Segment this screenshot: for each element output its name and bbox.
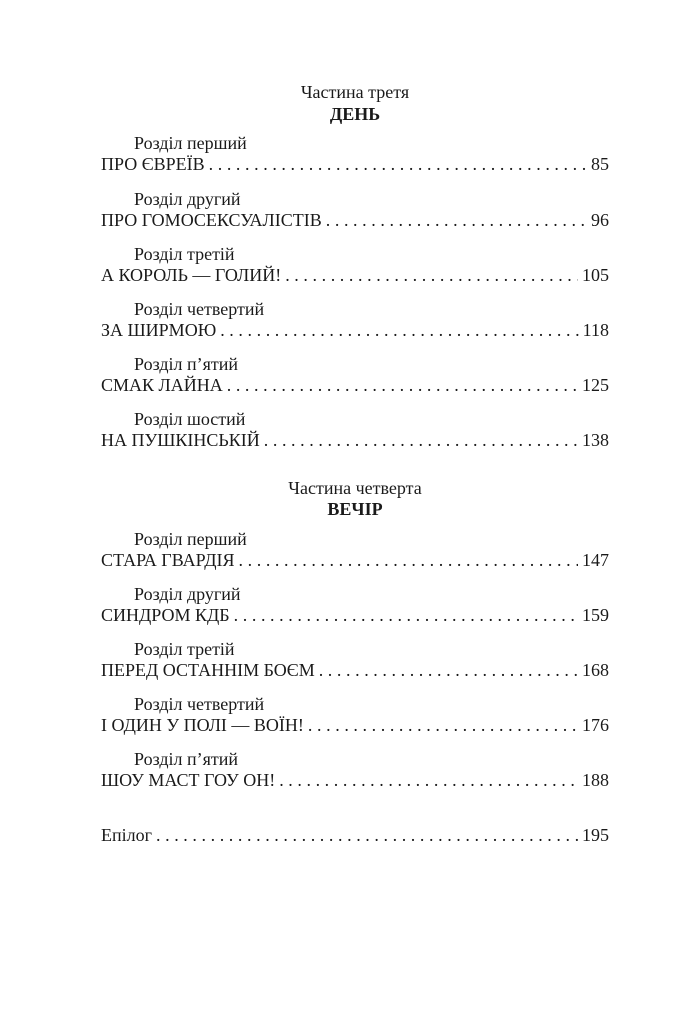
page-number: 147: [582, 550, 609, 570]
dot-leader: [319, 659, 578, 681]
page-number: 159: [582, 605, 609, 625]
toc-entry[interactable]: [101, 659, 609, 681]
dot-leader: [156, 824, 578, 846]
table-of-contents: [101, 0, 609, 1024]
toc-entry[interactable]: [101, 209, 609, 231]
page-number: 96: [591, 210, 609, 230]
chapter-label: Розділ четвертий: [134, 299, 265, 319]
page-number: 85: [591, 154, 609, 174]
dot-leader: [227, 374, 578, 396]
toc-entry[interactable]: [101, 264, 609, 286]
dot-leader: [209, 153, 587, 175]
part-title: Частина третя: [300, 82, 410, 102]
chapter-label: Розділ третій: [134, 639, 235, 659]
chapter-title: І ОДИН У ПОЛІ — ВОЇН!: [101, 715, 304, 735]
toc-entry-epilogue[interactable]: [101, 824, 609, 846]
chapter-label: Розділ другий: [134, 189, 241, 209]
dot-leader: [279, 769, 578, 791]
dot-leader: [220, 319, 578, 341]
part-title: Частина четверта: [288, 478, 422, 498]
chapter-title: СИНДРОМ КДБ: [101, 605, 230, 625]
toc-entry[interactable]: [101, 714, 609, 736]
chapter-label: Розділ другий: [134, 584, 241, 604]
dot-leader: [326, 209, 587, 231]
chapter-label: Розділ перший: [134, 133, 247, 153]
dot-leader: [234, 604, 578, 626]
page-number: 176: [582, 715, 609, 735]
dot-leader: [239, 549, 578, 571]
page-number: 125: [582, 375, 609, 395]
chapter-label: Розділ перший: [134, 529, 247, 549]
page-number: 195: [582, 825, 609, 845]
chapter-title: А КОРОЛЬ — ГОЛИЙ!: [101, 265, 282, 285]
chapter-title: ПРО ГОМОСЕКСУАЛІСТІВ: [101, 210, 322, 230]
page-number: 105: [582, 265, 609, 285]
part-name: ВЕЧІР: [327, 499, 383, 519]
dot-leader: [264, 429, 578, 451]
toc-entry[interactable]: [101, 374, 609, 396]
toc-entry[interactable]: [101, 549, 609, 571]
chapter-title: СМАК ЛАЙНА: [101, 375, 223, 395]
page-number: 138: [582, 430, 609, 450]
toc-entry[interactable]: [101, 319, 609, 341]
toc-entry[interactable]: [101, 769, 609, 791]
chapter-label: Розділ третій: [134, 244, 235, 264]
toc-entry[interactable]: [101, 153, 609, 175]
chapter-label: Розділ шостий: [134, 409, 246, 429]
dot-leader: [285, 264, 578, 286]
chapter-title: ШОУ МАСТ ГОУ ОН!: [101, 770, 276, 790]
chapter-title: СТАРА ГВАРДІЯ: [101, 550, 235, 570]
chapter-title: ПРО ЄВРЕЇВ: [101, 154, 205, 174]
chapter-title: НА ПУШКІНСЬКІЙ: [101, 430, 260, 450]
dot-leader: [308, 714, 578, 736]
page-number: 168: [582, 660, 609, 680]
part-name: ДЕНЬ: [329, 104, 381, 124]
chapter-label: Розділ четвертий: [134, 694, 265, 714]
chapter-label: Розділ п’ятий: [134, 354, 239, 374]
chapter-title: ПЕРЕД ОСТАННІМ БОЄМ: [101, 660, 315, 680]
page-number: 118: [582, 320, 609, 340]
chapter-label: Розділ п’ятий: [134, 749, 239, 769]
toc-entry[interactable]: [101, 604, 609, 626]
chapter-title: ЗА ШИРМОЮ: [101, 320, 217, 340]
toc-entry[interactable]: [101, 429, 609, 451]
epilogue-title: Епілог: [101, 825, 152, 845]
page-number: 188: [582, 770, 609, 790]
